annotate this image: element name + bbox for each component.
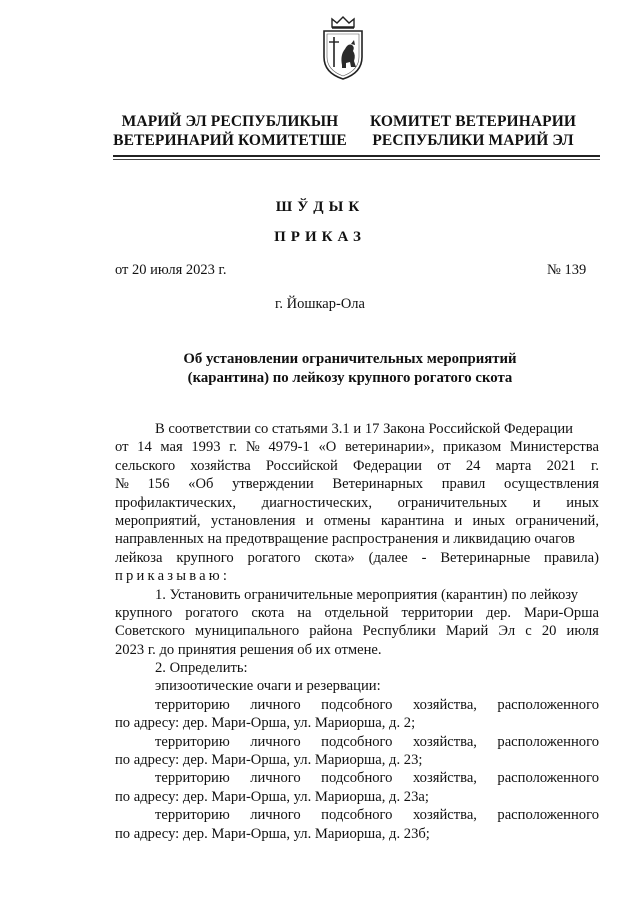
header-russian-line2: РЕСПУБЛИКИ МАРИЙ ЭЛ: [372, 132, 574, 149]
body-line: 1. Установить ограничительные мероприятия (карантин) по лейкозу: [155, 586, 579, 603]
word: личного: [250, 807, 301, 824]
word: подсобного: [321, 807, 393, 824]
word: хозяйства: [190, 457, 251, 474]
word: мая: [160, 439, 183, 456]
subject-line2: (карантина) по лейкозу крупного рогатого скота: [187, 369, 513, 386]
word: скота»: [314, 549, 355, 566]
word: сельского: [115, 457, 176, 474]
word: осуществления: [503, 476, 599, 493]
word: рогатого: [247, 549, 301, 566]
word: расположенного: [497, 770, 599, 787]
body-line: [115, 512, 599, 530]
word: карантина: [380, 512, 445, 529]
word: ветеринарии»,: [344, 439, 435, 456]
body-line: [115, 457, 599, 475]
word: дер.: [486, 604, 511, 621]
word: 20: [541, 623, 557, 640]
order-number: № 139: [547, 262, 587, 278]
word: района: [309, 623, 353, 640]
body-line: В соответствии со статьями 3.1 и 17 Закона Российской Федерации: [155, 421, 573, 437]
word: диагностических,: [261, 494, 372, 511]
header-russian: [364, 112, 582, 150]
word: иных: [472, 512, 506, 529]
body-line: по адресу: дер. Мари-Орша, ул. Мариорша, д. 2;: [115, 715, 416, 732]
word: марта: [495, 457, 532, 474]
body-line: 2. Определить:: [155, 660, 248, 677]
word: 24: [465, 457, 481, 474]
word: и: [532, 494, 541, 511]
header-divider-thin: [113, 159, 600, 160]
word: Мари-Орша: [523, 604, 599, 621]
word: отдельной: [324, 604, 389, 621]
word: территории: [401, 604, 474, 621]
body-line: по адресу: дер. Мари-Орша, ул. Мариорша, д. 23б;: [115, 825, 430, 842]
word: территорию: [155, 807, 230, 824]
body-line: по адресу: дер. Мари-Орша, ул. Мариорша, д. 23а;: [115, 788, 429, 805]
header-mari: [112, 112, 348, 150]
word: территорию: [155, 770, 230, 787]
word: муниципального: [195, 623, 300, 640]
word: и: [305, 512, 314, 529]
header-mari-line2: ВЕТЕРИНАРИЙ КОМИТЕТШЕ: [113, 132, 347, 149]
coat-of-arms-icon: [318, 15, 368, 81]
word: установления: [210, 512, 296, 529]
body-line: направленных на предотвращение распространения и ликвидацию очагов: [115, 531, 575, 548]
word: подсобного: [321, 733, 393, 750]
word: подсобного: [321, 696, 393, 713]
word: Ветеринарные: [440, 549, 531, 566]
word: Советского: [115, 623, 185, 640]
body-line: [115, 604, 599, 622]
word: хозяйства,: [412, 770, 477, 787]
word: и: [454, 512, 463, 529]
word: ограничительных: [397, 494, 508, 511]
word: Эл: [498, 623, 516, 640]
body-line: [115, 494, 599, 512]
header-divider-thick: [113, 155, 600, 157]
word: «Об: [188, 476, 214, 493]
doc-type-russian: ПРИКАЗ: [274, 229, 366, 245]
word: Министерства: [509, 439, 599, 456]
word: профилактических,: [115, 494, 237, 511]
body-line: [115, 769, 599, 787]
word: (далее: [368, 549, 408, 566]
word: июля: [566, 623, 599, 640]
order-subject: [150, 350, 550, 387]
word: Федерации: [353, 457, 422, 474]
word: отмены: [323, 512, 371, 529]
word: г.: [590, 457, 599, 474]
body-line: [115, 622, 599, 640]
subject-line1: Об установлении ограничительных мероприятий: [183, 351, 517, 367]
word: №: [115, 476, 129, 493]
order-date: от 20 июля 2023 г.: [115, 262, 227, 278]
word: 14: [137, 439, 152, 456]
word: лейкоза: [115, 549, 163, 566]
word: крупного: [115, 604, 173, 621]
order-body: [115, 420, 599, 843]
word: 2021: [546, 457, 576, 474]
body-line: по адресу: дер. Мари-Орша, ул. Мариорша, д. 23;: [115, 752, 423, 769]
word: территорию: [155, 696, 230, 713]
word: 1993: [191, 439, 221, 456]
body-line: [115, 475, 599, 493]
word: территорию: [155, 733, 230, 750]
word: с: [525, 623, 532, 640]
word: личного: [250, 770, 301, 787]
word: №: [245, 439, 260, 456]
word: личного: [250, 733, 301, 750]
body-line: [115, 733, 599, 751]
body-line: [115, 549, 599, 567]
word: подсобного: [321, 770, 393, 787]
word: Марий: [445, 623, 489, 640]
body-line: [115, 696, 599, 714]
body-line: эпизоотические очаги и резервации:: [155, 678, 381, 695]
word: от: [437, 457, 451, 474]
word: рогатого: [185, 604, 239, 621]
word: крупного: [176, 549, 234, 566]
word: скота: [251, 604, 285, 621]
word: на: [297, 604, 312, 621]
body-line: [115, 438, 599, 456]
header-mari-line1: МАРИЙ ЭЛ РЕСПУБЛИКЫН: [121, 113, 339, 130]
word: ограничений,: [515, 512, 599, 529]
header-russian-line1: КОМИТЕТ ВЕТЕРИНАРИИ: [369, 113, 577, 130]
word: г.: [229, 439, 238, 456]
word: приказом: [443, 439, 502, 456]
word: иных: [566, 494, 599, 511]
word: личного: [250, 696, 301, 713]
word: хозяйства,: [412, 807, 477, 824]
word: Республики: [362, 623, 436, 640]
word: -: [421, 549, 427, 566]
word: от: [115, 439, 129, 456]
word: правил: [441, 476, 486, 493]
word: расположенного: [497, 807, 599, 824]
word: Ветеринарных: [332, 476, 424, 493]
word: расположенного: [497, 733, 599, 750]
body-line: [115, 806, 599, 824]
word: утверждении: [232, 476, 314, 493]
word: Российской: [265, 457, 338, 474]
city: г. Йошкар-Ола: [275, 296, 365, 312]
word: расположенного: [497, 696, 599, 713]
body-line: 2023 г. до принятия решения об их отмене.: [115, 641, 382, 658]
word: 4979-1: [268, 439, 310, 456]
doc-type-mari: ШЎДЫК: [275, 199, 365, 215]
body-line: приказываю:: [115, 568, 231, 585]
word: мероприятий,: [115, 512, 201, 529]
word: хозяйства,: [412, 733, 477, 750]
word: правила): [544, 549, 599, 566]
word: «О: [318, 439, 337, 456]
word: 156: [147, 476, 170, 493]
word: хозяйства,: [412, 696, 477, 713]
